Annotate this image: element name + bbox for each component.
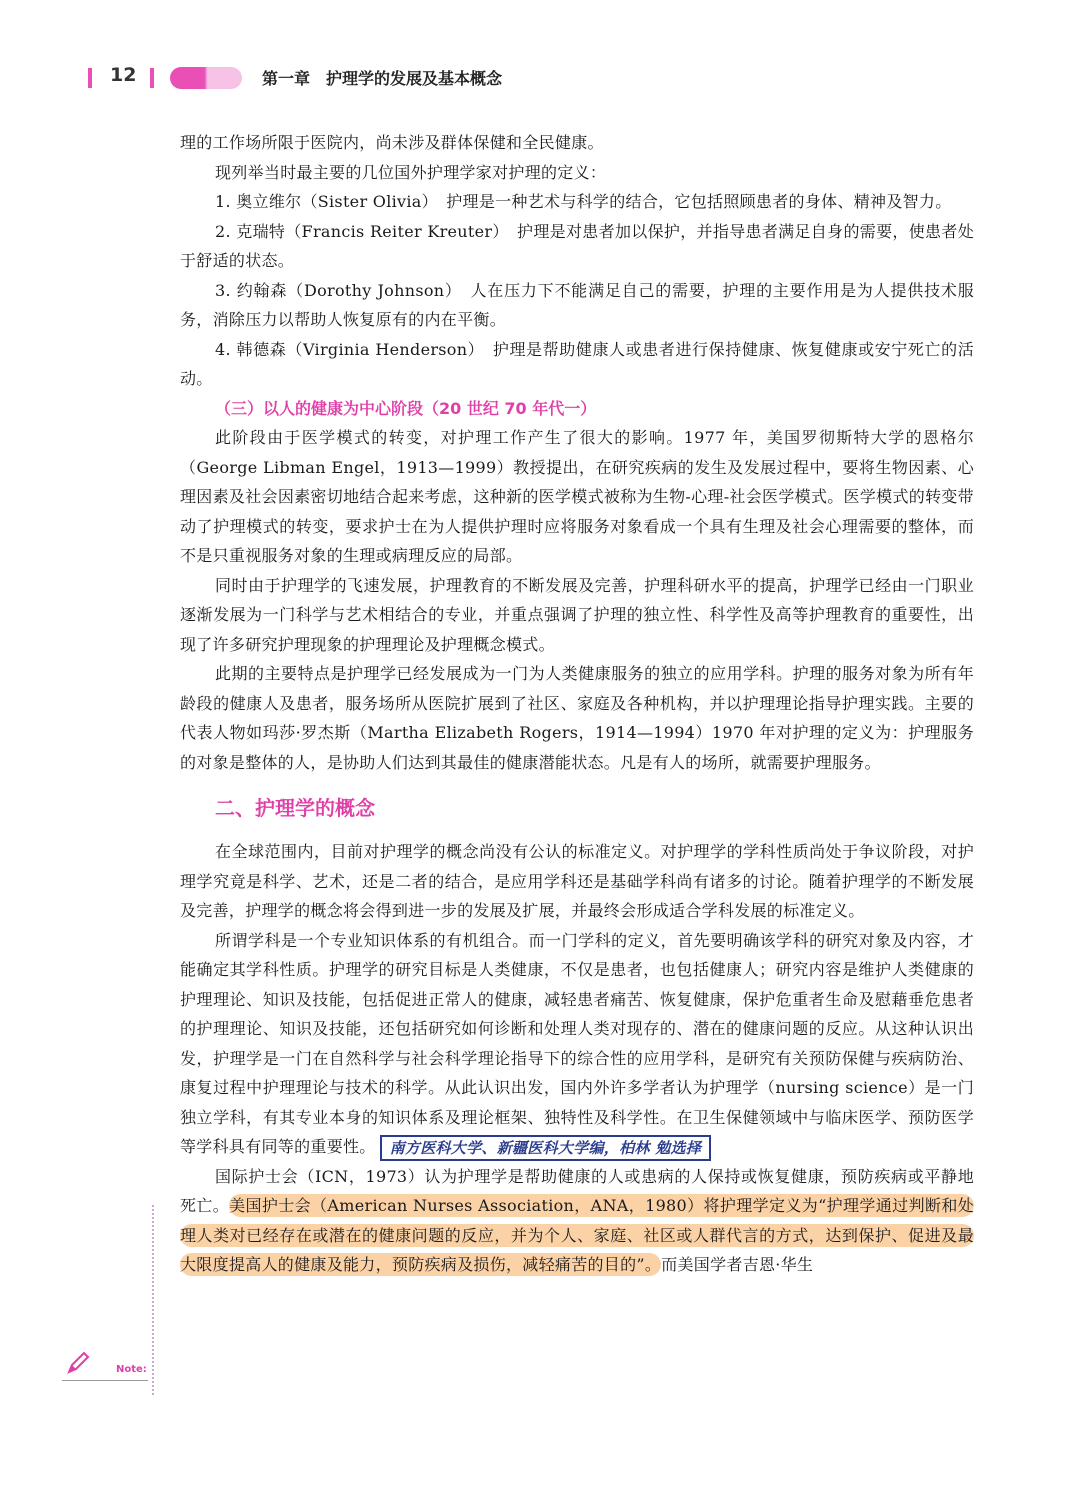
margin-note: [62, 1350, 152, 1390]
page-body: [180, 128, 974, 1280]
page-header: [0, 58, 1080, 98]
paragraph: [180, 926, 974, 1162]
paragraph: 在全球范围内，目前对护理学的概念尚没有公认的标准定义。对护理学的学科性质尚处于争议阶段，对护理学究竟是科学、艺术，还是二者的结合，是应用学科还是基础学科尚有诸多的讨论。随着护理学的不断发展及完善，护理学的概念将会得到进一步的发展及扩展，并最终会形成适合学科发展的标准定义。: [180, 842, 974, 920]
subsection-heading: （三）以人的健康为中心阶段（20 世纪 70 年代一）: [215, 398, 597, 418]
paragraph: 此期的主要特点是护理学已经发展成为一门为人类健康服务的独立的应用学科。护理的服务对象为所有年龄段的健康人及患者，服务场所从医院扩展到了社区、家庭及各种机构，并以护理理论指导护理实践。主要的代表人物如玛莎·罗杰斯（Martha Elizabeth Rogers，1914—1994）1970 年对护理的定义为：护理服务的对象是整体的人，是协助人们达到其最佳的健康潜能状态。凡是有人的场所，就需要护理服务。: [180, 664, 974, 772]
definition-olivia: 1. 奥立维尔（Sister Olivia） 护理是一种艺术与科学的结合，它包括照顾患者的身体、精神及智力。: [215, 192, 952, 211]
definition-kreuter: 2. 克瑞特（Francis Reiter Kreuter） 护理是对患者加以保护，并指导患者满足自身的需要，使患者处于舒适的状态。: [180, 221, 974, 270]
handwritten-stamp: 南方医科大学、新疆医科大学编，柏林 勉选择: [380, 1135, 712, 1161]
paragraph-highlighted: [180, 1162, 974, 1280]
paragraph-text: 国际护士会（ICN，1973）认为护理学是帮助健康的人或患病的人保持或恢复健康，预防疾病或平静地死亡。: [180, 1166, 974, 1215]
note-label: Note:: [116, 1364, 147, 1375]
paragraph-tail: 而美国学者吉恩·华生: [661, 1255, 814, 1274]
definition-johnson: 3. 约翰森（Dorothy Johnson） 人在压力下不能满足自己的需要，护理的主要作用是为人提供技术服务，消除压力以帮助人恢复原有的内在平衡。: [180, 280, 974, 329]
paragraph: 理的工作场所限于医院内，尚未涉及群体保健和全民健康。: [180, 133, 604, 152]
highlighted-text: 美国护士会（American Nurses Association，ANA，1980）将护理学定义为“护理学通过判断和处理人类对已经存在或潜在的健康问题的反应，并为个人、家庭、社区或人群代言的方式，达到保护、促进及最大限度提高人的健康及能力，预防疾病及损伤，减轻痛苦的目的”。: [180, 1196, 974, 1274]
header-bar-right: [150, 68, 154, 88]
pencil-icon: [66, 1350, 92, 1376]
section-heading: 二、护理学的概念: [215, 796, 375, 820]
paragraph: 现列举当时最主要的几位国外护理学家对护理的定义：: [215, 162, 607, 182]
margin-dotted-line: [152, 1205, 154, 1395]
chapter-pill: [170, 67, 242, 89]
chapter-title: 第一章 护理学的发展及基本概念: [262, 69, 503, 88]
paragraph: 同时由于护理学的飞速发展，护理教育的不断发展及完善，护理科研水平的提高，护理学已经由一门职业逐渐发展为一门科学与艺术相结合的专业，并重点强调了护理的独立性、科学性及高等护理教育的重要性，出现了许多研究护理现象的护理理论及护理概念模式。: [180, 575, 974, 654]
paragraph-text: 所谓学科是一个专业知识体系的有机组合。而一门学科的定义，首先要明确该学科的研究对象及内容，才能确定其学科性质。护理学的研究目标是人类健康，不仅是患者，也包括健康人；研究内容是维护人类健康的护理理论、知识及技能，包括促进正常人的健康，减轻患者痛苦、恢复健康，保护危重者生命及慰藉垂危患者的护理理论、知识及技能，还包括研究如何诊断和处理人类对现存的、潜在的健康问题的反应。从这种认识出发，护理学是一门在自然科学与社会科学理论指导下的综合性的应用学科，是研究有关预防保健与疾病防治、康复过程中护理理论与技术的科学。从此认识出发，国内外许多学者认为护理学（nursing science）是一门独立学科，有其专业本身的知识体系及理论框架、独特性及科学性。在卫生保健领域中与临床医学、预防医学等学科具有同等的重要性。: [180, 930, 974, 1156]
header-bar-left: [88, 68, 92, 88]
page-number: 12: [110, 64, 137, 86]
paragraph: 此阶段由于医学模式的转变，对护理工作产生了很大的影响。1977 年，美国罗彻斯特大学的恩格尔（George Libman Engel，1913—1999）教授提出，在研究疾病的发生及发展过程中，要将生物因素、心理因素及社会因素密切地结合起来考虑，这种新的医学模式被称为生物-心理-社会医学模式。医学模式的转变带动了护理模式的转变，要求护士在为人提供护理时应将服务对象看成一个具有生理及社会心理需要的整体，而不是只重视服务对象的生理或病理反应的局部。: [180, 428, 974, 565]
note-underline: [62, 1380, 148, 1381]
definition-henderson: 4. 韩德森（Virginia Henderson） 护理是帮助健康人或患者进行保持健康、恢复健康或安宁死亡的活动。: [180, 339, 974, 388]
